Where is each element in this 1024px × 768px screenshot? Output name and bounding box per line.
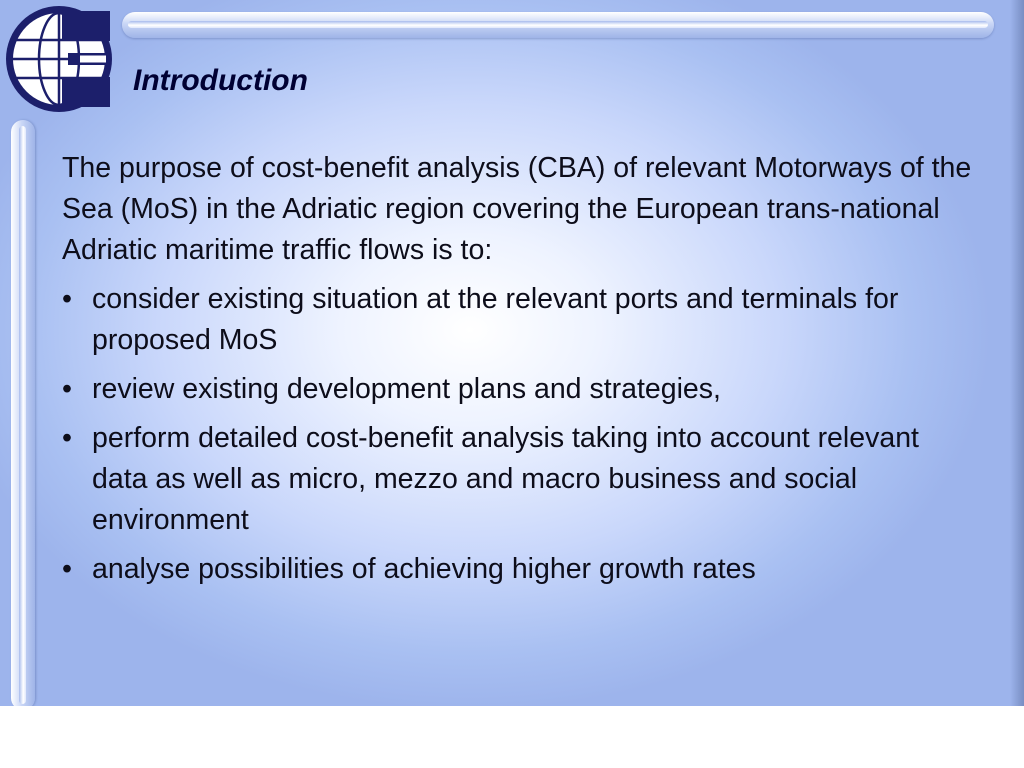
bullet-item bbox=[62, 279, 972, 361]
bullet-item bbox=[62, 369, 972, 410]
bullet-text: review existing development plans and strategies, bbox=[92, 373, 721, 405]
bullet-list bbox=[62, 279, 972, 590]
left-decorative-rail bbox=[11, 120, 35, 706]
bullet-marker: • bbox=[62, 283, 72, 315]
bullet-marker: • bbox=[62, 422, 72, 454]
bullet-marker: • bbox=[62, 373, 72, 405]
slide-edge-shadow bbox=[1010, 0, 1024, 706]
bullet-marker: • bbox=[62, 553, 72, 585]
top-decorative-rail bbox=[122, 12, 994, 38]
bullet-item bbox=[62, 549, 972, 590]
slide-title: Introduction bbox=[133, 64, 308, 97]
bullet-item bbox=[62, 418, 972, 541]
bullet-text: analyse possibilities of achieving higher growth rates bbox=[92, 553, 756, 585]
bullet-text: perform detailed cost-benefit analysis taking into account relevant data as well as micro, mezzo and macro business and social environment bbox=[92, 422, 919, 536]
globe-logo-icon bbox=[2, 2, 116, 116]
slide-body bbox=[62, 148, 972, 598]
bullet-text: consider existing situation at the relevant ports and terminals for proposed MoS bbox=[92, 283, 899, 356]
intro-paragraph: The purpose of cost-benefit analysis (CBA) of relevant Motorways of the Sea (MoS) in the Adriatic region covering the European trans-national Adriatic maritime traffic flows is to: bbox=[62, 152, 972, 266]
